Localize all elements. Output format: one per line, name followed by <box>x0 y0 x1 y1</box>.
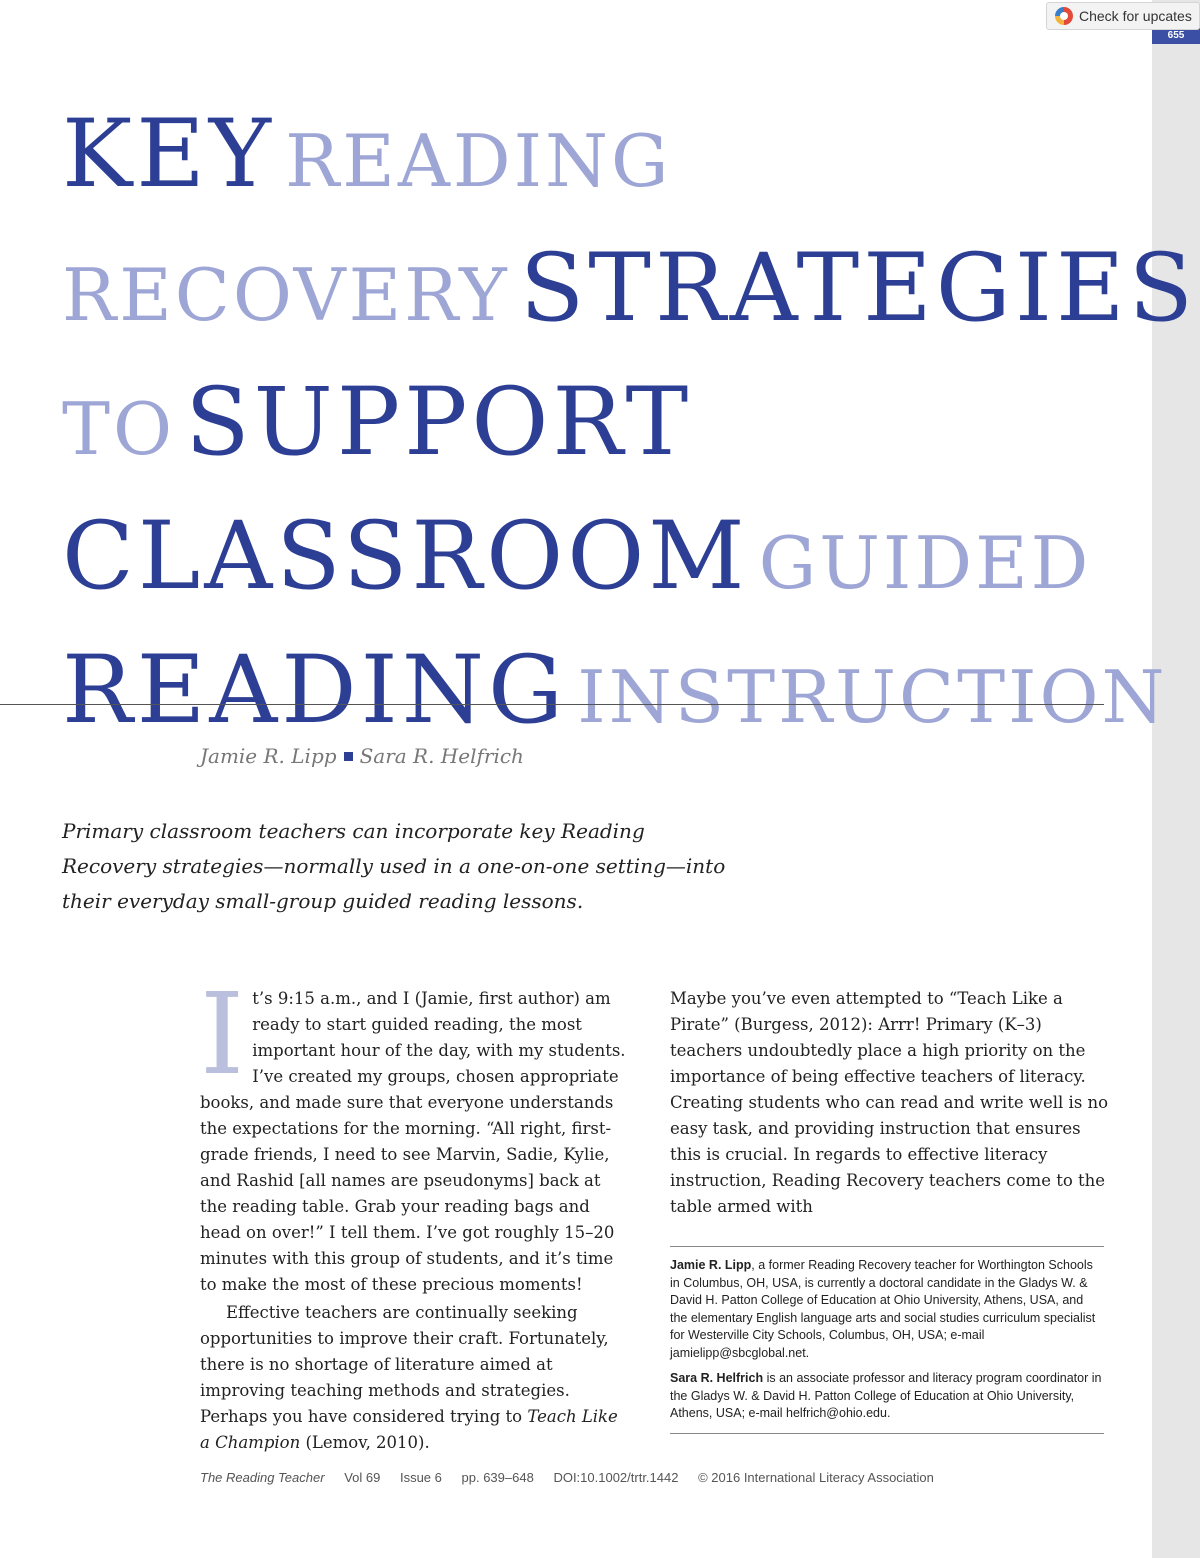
title-word: SUPPORT <box>185 368 693 477</box>
journal-name: The Reading Teacher <box>200 1470 325 1485</box>
title-word: READING <box>285 119 672 203</box>
check-for-updates-button[interactable] <box>1046 2 1200 30</box>
issue: Issue 6 <box>399 1470 442 1485</box>
pages: pp. 639–648 <box>461 1470 534 1485</box>
body-column-left <box>200 970 632 1456</box>
copyright: © 2016 International Literacy Association <box>698 1470 934 1485</box>
author-bios <box>670 1246 1104 1434</box>
author-separator-icon <box>344 752 353 761</box>
title-word: KEY <box>62 100 275 209</box>
abstract: Primary classroom teachers can incorporate key Reading Recovery strategies—normally used in a one-on-one setting—into their everyday small-group guided reading lessons. <box>62 819 726 913</box>
author-bio <box>670 1257 1104 1362</box>
title-line-3 <box>62 356 1112 490</box>
bio-name: Sara R. Helfrich <box>670 1371 764 1385</box>
body-text: t’s 9:15 a.m., and I (Jamie, first author) am ready to start guided reading, the most important hour of the day, with my students. I’ve created my groups, chosen appropriate books, and made sure that everyone understands the expectations for the morning. “All right, first-grade friends, I need to see Marvin, Sadie, Kylie, and Rashid [all names are pseudonyms] back at the reading table. Grab your reading bags and head on over!” I tell them. I’ve got roughly 15–20 minutes with this group of students, and it’s time to make the most of these precious moments! <box>200 989 626 1294</box>
article-title <box>62 88 1198 758</box>
page-footer <box>200 1470 950 1485</box>
title-divider <box>0 704 1104 705</box>
author-bio <box>670 1370 1104 1423</box>
author-name: Jamie R. Lipp <box>200 744 337 768</box>
title-word: INSTRUCTION <box>577 655 1168 739</box>
title-word: STRATEGIES <box>519 234 1198 343</box>
check-for-updates-label: Check for upcates <box>1079 8 1192 24</box>
title-word: CLASSROOM <box>62 502 749 611</box>
body-paragraph <box>200 970 632 1298</box>
title-word: READING <box>62 636 568 745</box>
bio-name: Jamie R. Lipp <box>670 1258 752 1272</box>
book-title: Teach Like a Champion <box>200 1407 618 1452</box>
title-word: TO <box>62 387 176 471</box>
title-line-2 <box>62 222 1198 356</box>
author-line <box>200 744 524 768</box>
body-column-right <box>670 986 1110 1220</box>
body-paragraph <box>200 1300 632 1456</box>
title-line-5 <box>62 624 1168 758</box>
body-text: Effective teachers are continually seeking opportunities to improve their craft. Fortunately, there is no shortage of literature aimed at improving teaching methods and strategies. Perhaps you have considered trying to <box>200 1303 609 1426</box>
drop-cap: I <box>200 970 245 1100</box>
title-line-1 <box>62 88 1112 222</box>
page-number-tab[interactable]: 655 <box>1152 28 1200 44</box>
title-line-4 <box>62 490 1112 624</box>
title-word: RECOVERY <box>62 253 510 337</box>
doi: DOI:10.1002/trtr.1442 <box>553 1470 679 1485</box>
bio-text: , a former Reading Recovery teacher for Worthington Schools in Columbus, OH, USA, is currently a doctoral candidate in the Gladys W. & David H. Patton College of Education at Ohio University, Athens, USA, and the elementary English language arts and social studies curriculum specialist for Westerville City Schools, Columbus, OH, USA; e-mail jamielipp@sbcglobal.net. <box>670 1258 1096 1360</box>
body-paragraph: Maybe you’ve even attempted to “Teach Like a Pirate” (Burgess, 2012): Arrr! Primary (K–3) teachers undoubtedly place a high priority on the importance of being effective teachers of literacy. Creating students who can read and write well is no easy task, and providing instruction that ensures this is crucial. In regards to effective literacy instruction, Reading Recovery teachers come to the table armed with <box>670 989 1109 1216</box>
title-word: GUIDED <box>758 521 1092 605</box>
volume: Vol 69 <box>344 1470 381 1485</box>
body-text: (Lemov, 2010). <box>300 1433 430 1452</box>
author-name: Sara R. Helfrich <box>359 744 524 768</box>
bio-text: is an associate professor and literacy program coordinator in the Gladys W. & David H. Patton College of Education at Ohio University, Athens, USA; e-mail helfrich@ohio.edu. <box>670 1371 1102 1420</box>
crossmark-icon <box>1055 7 1073 25</box>
